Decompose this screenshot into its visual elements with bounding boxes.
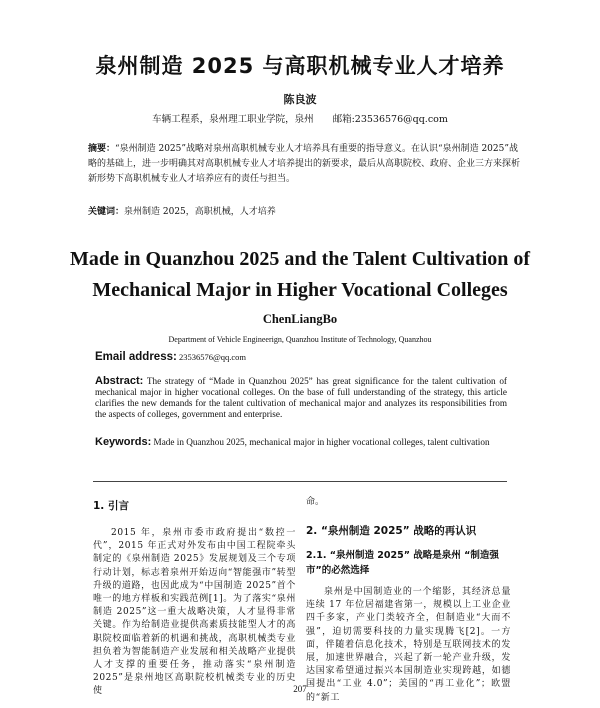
chinese-keywords bbox=[88, 204, 520, 217]
left-column bbox=[93, 494, 296, 699]
english-title-line-1: Made in Quanzhou 2025 and the Talent Cultivation of bbox=[69, 248, 531, 270]
section-2-1-heading: 2.1. “泉州制造 2025” 战略是泉州 “制造强市”的必然选择 bbox=[306, 550, 499, 576]
english-title bbox=[0, 244, 600, 306]
chinese-abstract-label: 摘要： bbox=[88, 144, 116, 154]
email-line bbox=[95, 351, 246, 363]
english-author: ChenLiangBo bbox=[262, 312, 338, 326]
chinese-author: 陈良波 bbox=[283, 93, 317, 106]
english-affiliation: Department of Vehicle Engineerign, Quanzhou Institute of Technology, Quanzhou bbox=[168, 335, 432, 344]
continuation-text: 命。 bbox=[306, 497, 325, 507]
section-2-1-paragraph: 泉州是中国制造业的一个缩影，其经济总量连续 17 年位居福建省第一，规模以上工业企业四千多家，产业门类较齐全，但制造业“大而不强”，迫切需要科技的力量实现腾飞[2]。一方面，伴随着信息化技术，特别是互联网技术的发展，加速世界融合，兴起了新一轮产业升级，发达国家希望通过振兴本国制造业实现跨越，如德国提出“工业 4.0”；美国的“再工业化”；欧盟的“新工 bbox=[306, 587, 511, 703]
english-keywords bbox=[95, 437, 507, 448]
english-abstract-label: Abstract: bbox=[95, 375, 144, 387]
section-1-paragraph: 2015 年，泉州市委市政府提出“数控一代”，2015 年正式对外发布由中国工程院牵头制定的《泉州制造 2025》发展规划及三个专项行动计划，标志着泉州开始迈向“智能强市”转型升级的道路，也因此成为“中国制造 2025”首个唯一的地方样板和实践范例[1]。为了落实“泉州制造 2025”这一重大战略决策，人才显得非常关键。作为给制造业提供高素质技能型人才的高职院校面临着新的机遇和挑战，高职机械类专业担负着为智能制造产业发展和相关战略产业提供人才支撑的重要任务，推动落实“泉州制造 2025”是泉州地区高职院校机械类专业的历史使 bbox=[93, 528, 296, 697]
english-keywords-label: Keywords: bbox=[95, 436, 152, 448]
section-divider bbox=[93, 481, 507, 482]
chinese-keywords-text: 泉州制造 2025，高职机械，人才培养 bbox=[124, 207, 276, 217]
english-abstract bbox=[95, 376, 507, 420]
chinese-abstract bbox=[88, 142, 520, 187]
email-address[interactable]: 23536576@qq.com bbox=[178, 352, 247, 362]
section-2-heading: 2. “泉州制造 2025” 战略的再认识 bbox=[306, 525, 477, 537]
english-abstract-text: The strategy of “Made in Quanzhou 2025” has great significance for the talent cultivation of mechanical major in higher vocational colleges. On the base of full understanding of the strategy, this article clarifies the new demands for the talent cultivation of mechanical major and analyzes its responsibilities from the aspects of colleges, government and enterprise. bbox=[95, 376, 507, 419]
right-column bbox=[306, 494, 511, 705]
chinese-keywords-label: 关键词： bbox=[88, 207, 125, 217]
page-number: 207 bbox=[293, 684, 307, 694]
section-1-heading: 1. 引言 bbox=[93, 500, 129, 512]
english-title-line-2: Mechanical Major in Higher Vocational Colleges bbox=[92, 279, 508, 301]
english-keywords-text: Made in Quanzhou 2025, mechanical major in higher vocational colleges, talent cultivation bbox=[153, 437, 490, 447]
chinese-title: 泉州制造 2025 与高职机械专业人才培养 bbox=[95, 54, 505, 78]
chinese-affiliation: 车辆工程系，泉州理工职业学院，泉州 邮箱:23536576@qq.com bbox=[152, 114, 448, 125]
chinese-abstract-text: “泉州制造 2025”战略对泉州高职机械专业人才培养具有重要的指导意义。在认识“泉州制造 2025”战略的基础上，进一步明确其对高职机械专业人才培养提出的新要求，最后从高职院校、政府、企业三方来探析新形势下高职机械专业人才培养应有的责任与担当。 bbox=[88, 144, 521, 184]
email-label: Email address: bbox=[95, 351, 177, 363]
